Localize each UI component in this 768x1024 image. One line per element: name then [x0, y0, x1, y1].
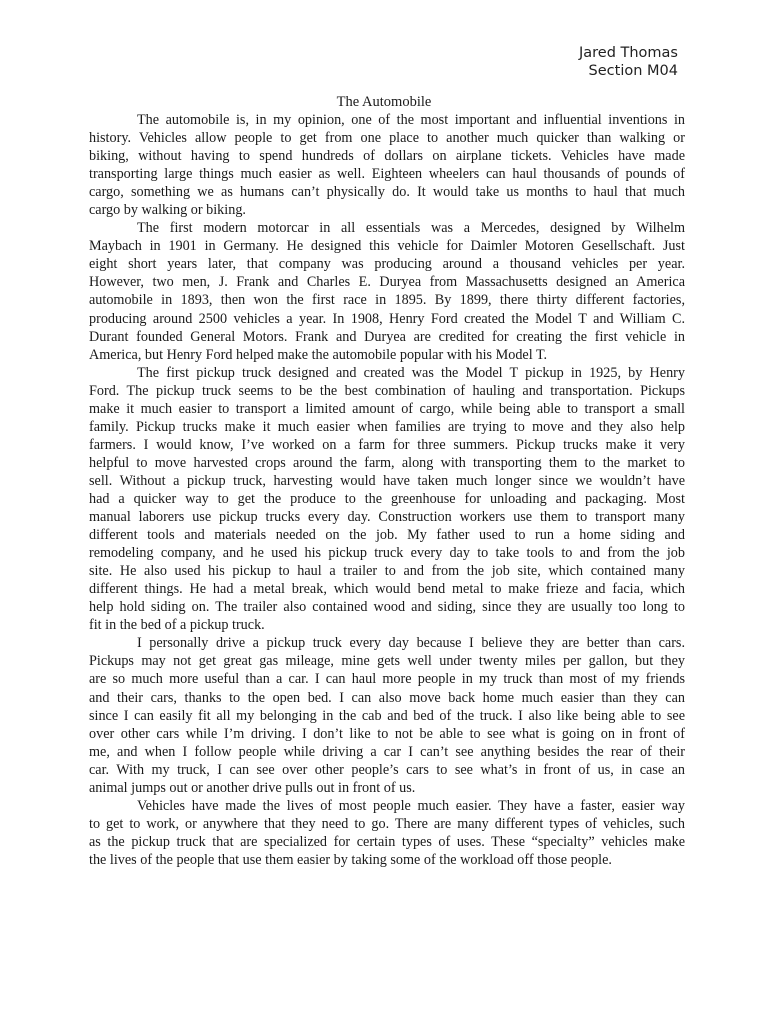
text-line: are so much more useful than a car. I can haul more people in my truck than most of my friends: [89, 671, 685, 688]
text-line: cargo by walking or biking.: [89, 202, 246, 219]
text-line: automobile in 1893, then won the first race in 1895. By 1899, there thirty different factories,: [89, 292, 685, 309]
text-line: However, two men, J. Frank and Charles E. Duryea from Massachusetts designed an America: [89, 274, 685, 291]
text-line: car. With my truck, I can see over other people’s cars to see what’s in front of us, in case an: [89, 761, 685, 778]
text-line: as the pickup truck that are specialized for certain types of uses. These “specialty” vehicles make: [89, 833, 685, 850]
text-line: Maybach in 1901 in Germany. He designed this vehicle for Daimler Motoren Gesellschaft. Just: [89, 238, 685, 255]
text-line: site. He also used his pickup to haul a trailer to and from the job site, which contained many: [89, 563, 685, 580]
text-line: eight short years later, that company was producing around a thousand vehicles per year.: [89, 256, 685, 273]
text-line: cargo, something we as humans can’t physically do. It would take us months to haul that much: [89, 184, 685, 201]
text-line: Vehicles have made the lives of most people much easier. They have a faster, easier way: [137, 797, 685, 814]
text-line: fit in the bed of a pickup truck.: [89, 617, 265, 634]
text-line: producing around 2500 vehicles a year. In 1908, Henry Ford created the Model T and William C.: [89, 310, 685, 327]
text-line: farmers. I would know, I’ve worked on a farm for three summers. Pickup trucks make it very: [89, 436, 685, 453]
text-line: family. Pickup trucks make it much easier when families are trying to move and they also help: [89, 418, 685, 435]
text-line: over other cars while I’m driving. I don’t like to not be able to see what is going on in front of: [89, 725, 685, 742]
text-line: remodeling company, and he used his pickup truck every day to take tools to and from the job: [89, 545, 685, 562]
text-line: the lives of the people that use them easier by taking some of the workload off those people.: [89, 851, 612, 868]
text-line: biking, without having to spend hundreds of dollars on airplane tickets. Vehicles have made: [89, 148, 685, 165]
text-line: help hold siding on. The trailer also contained wood and siding, since they are usually too long to: [89, 599, 685, 616]
text-line: Pickups may not get great gas mileage, mine gets well under twenty miles per gallon, but they: [89, 653, 685, 670]
text-line: I personally drive a pickup truck every day because I believe they are better than cars.: [137, 635, 685, 652]
text-line: sell. Without a pickup truck, harvesting would have taken much longer since we wouldn’t have: [89, 472, 685, 489]
text-line: helpful to move harvested crops around the farm, along with transporting them to the market to: [89, 454, 685, 471]
essay-body: [89, 111, 685, 869]
text-line: and their cars, thanks to the open bed. I can also move back home much easier than they can: [89, 689, 685, 706]
document-title: The Automobile: [336, 94, 432, 110]
text-line: me, and when I follow people while driving a car I can’t see anything besides the rear of their: [89, 743, 685, 760]
text-line: make it much easier to transport a limited amount of cargo, while being able to transport a small: [89, 400, 685, 417]
section-label: Section M04: [588, 63, 678, 79]
author-header: [579, 44, 678, 80]
text-line: different things. He had a metal break, which would bend metal to make frieze and facia, which: [89, 581, 685, 598]
text-line: Ford. The pickup truck seems to be the best combination of hauling and transportation. Pickups: [89, 382, 685, 399]
paragraph: [89, 364, 685, 635]
text-line: since I can easily fit all my belonging in the cab and bed of the truck. I also like being able to see: [89, 707, 685, 724]
author-name: Jared Thomas: [578, 45, 678, 61]
paragraph: [89, 219, 685, 363]
text-line: transporting large things much easier as well. Eighteen wheelers can haul thousands of pounds of: [89, 166, 685, 183]
text-line: The automobile is, in my opinion, one of the most important and influential inventions in: [137, 112, 685, 128]
paragraph: [89, 634, 685, 796]
text-line: manual laborers use pickup trucks every day. Construction workers use them to transport many: [89, 509, 685, 526]
paragraph: [89, 111, 685, 219]
text-line: had a quicker way to get the produce to the greenhouse for unloading and packaging. Most: [89, 490, 685, 507]
text-line: The first pickup truck designed and created was the Model T pickup in 1925, by Henry: [137, 364, 685, 381]
paragraph: [89, 797, 685, 869]
text-line: to get to work, or anywhere that they need to go. There are many different types of vehicles, such: [89, 815, 685, 832]
text-line: animal jumps out or another drive pulls out in front of us.: [89, 779, 416, 796]
text-line: Durant founded General Motors. Frank and Duryea are credited for creating the first vehicle in: [89, 328, 685, 345]
text-line: The first modern motorcar in all essentials was a Mercedes, designed by Wilhelm: [137, 220, 685, 237]
text-line: America, but Henry Ford helped make the automobile popular with his Model T.: [89, 346, 548, 363]
text-line: different tools and materials needed on the job. My father used to run a home siding and: [89, 527, 685, 544]
text-line: history. Vehicles allow people to get from one place to another much quicker than walking or: [89, 130, 685, 147]
